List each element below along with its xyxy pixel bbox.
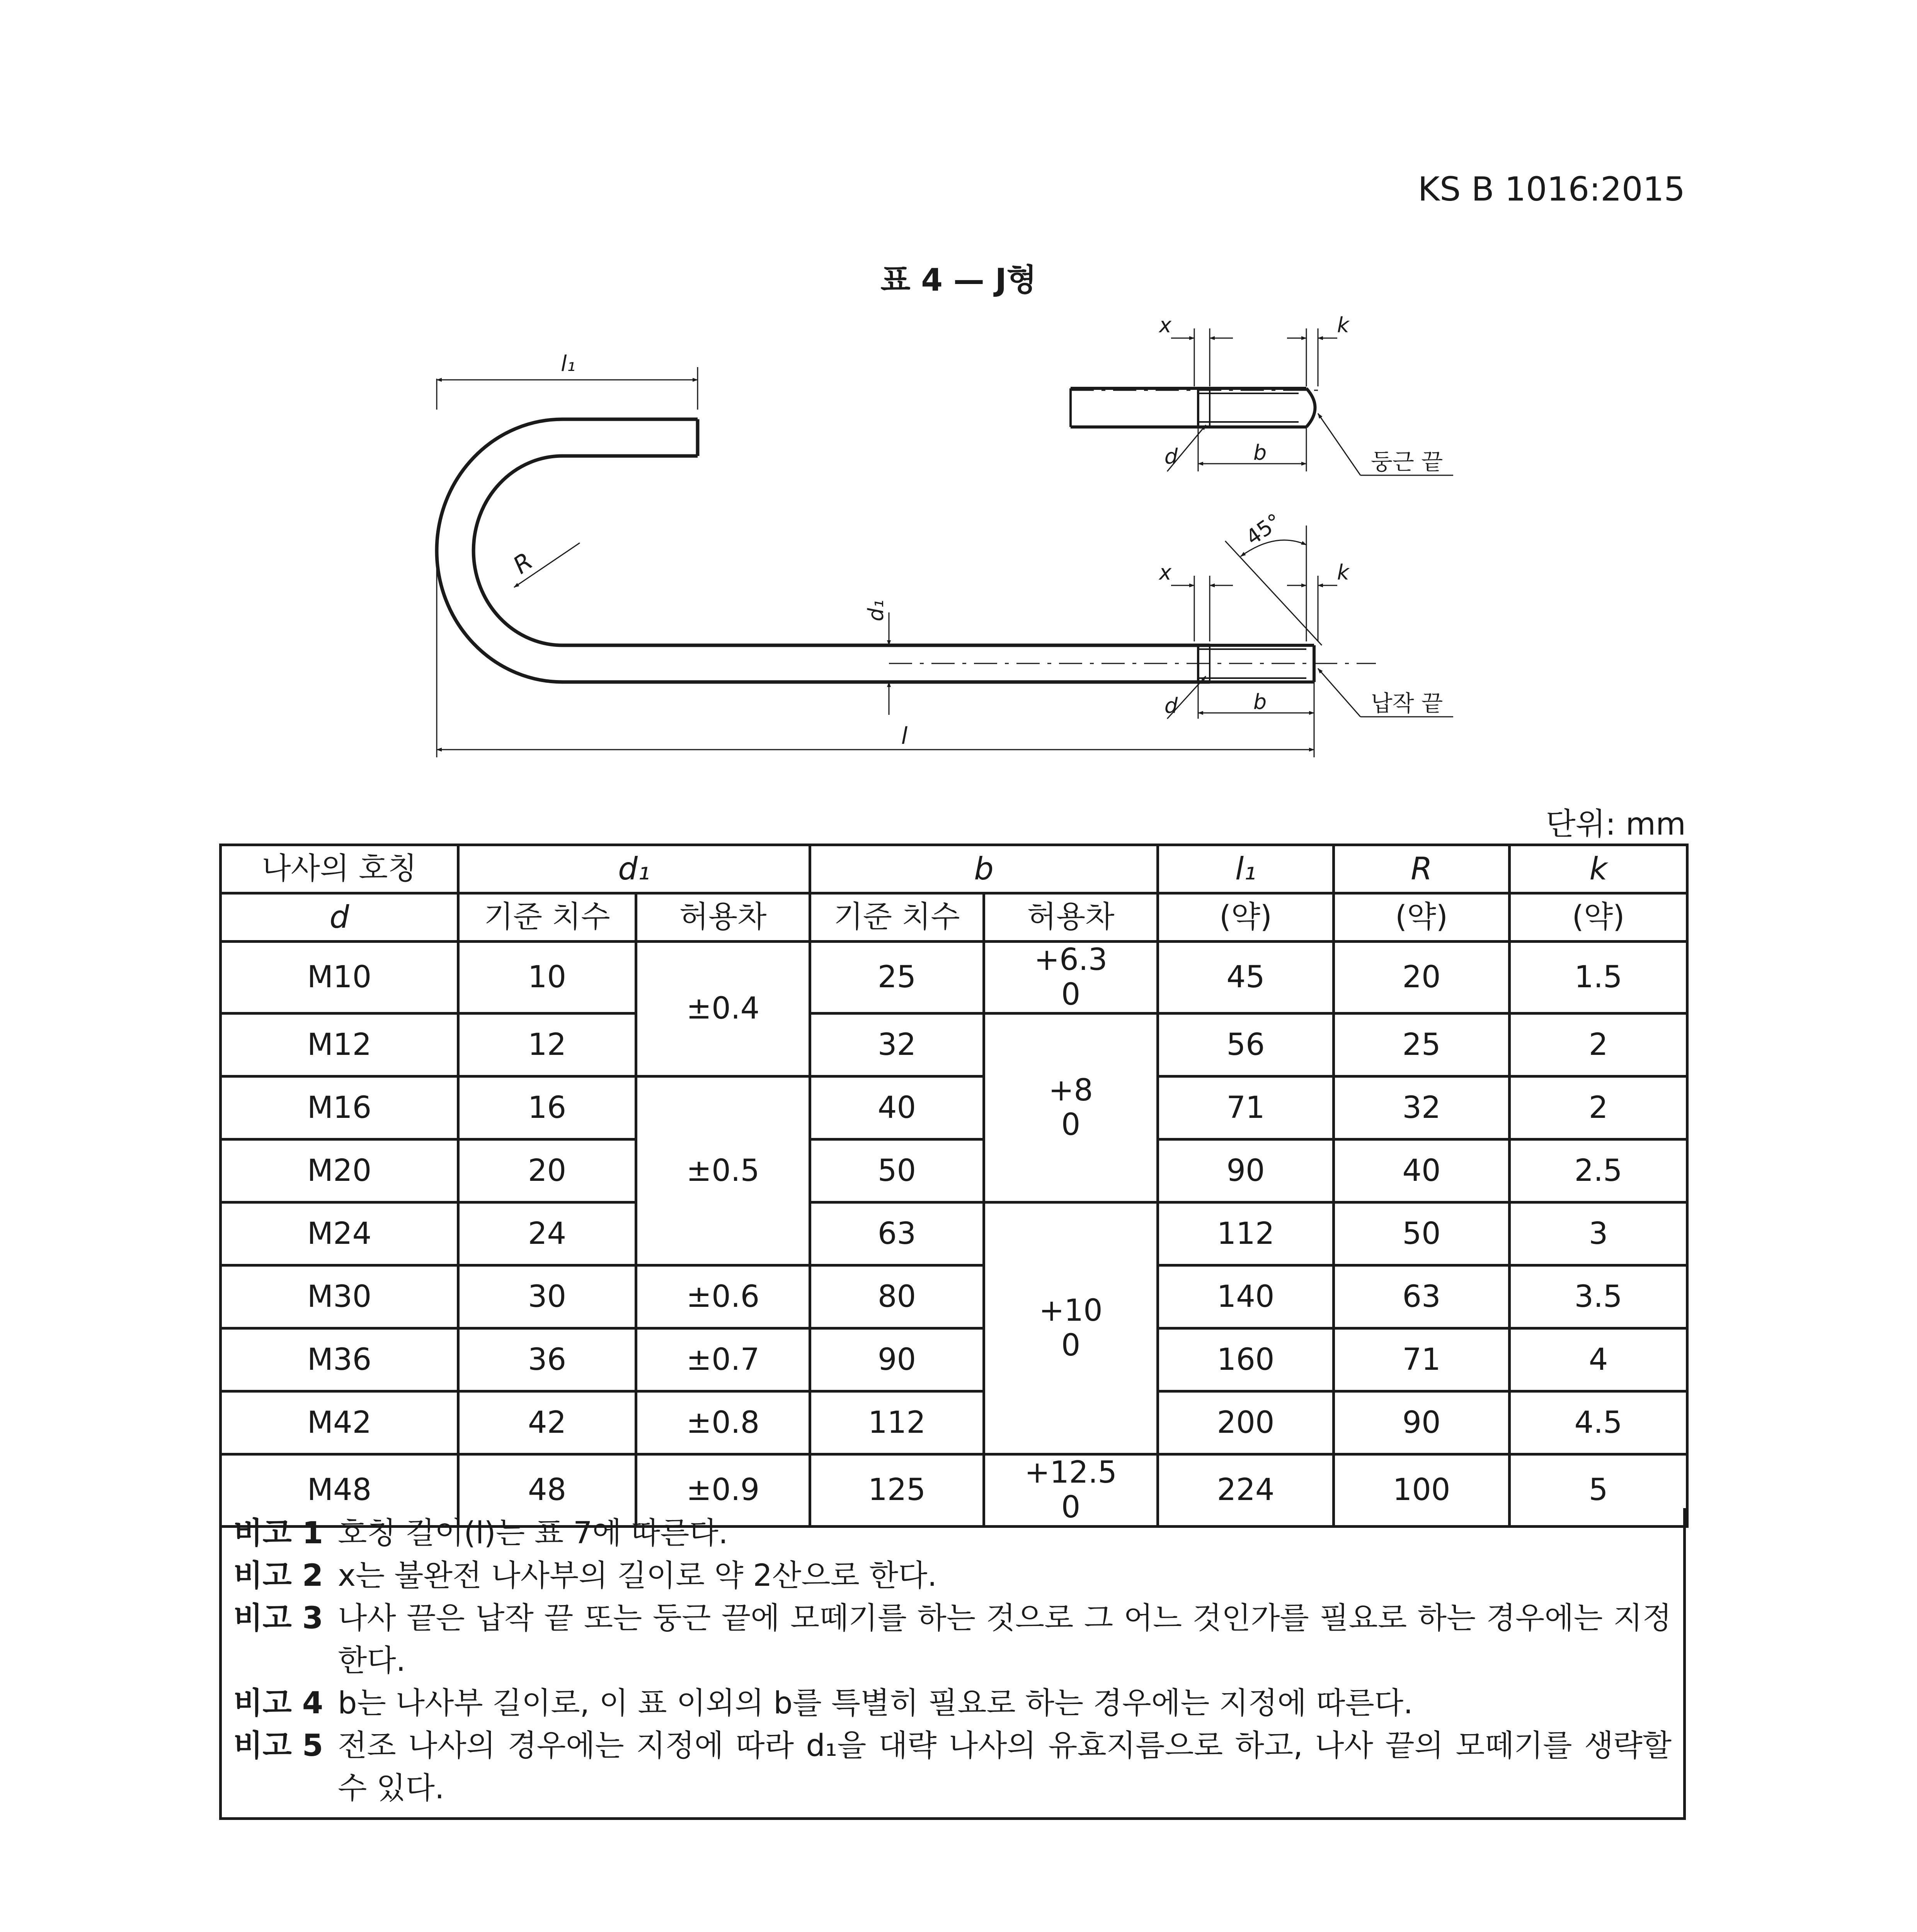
table-row — [221, 1014, 1687, 1077]
header-k: k — [1510, 845, 1687, 893]
header-l1-approx: (약) — [1158, 893, 1334, 942]
cell-b: 40 — [810, 1077, 984, 1139]
cell-d: M24 — [221, 1202, 458, 1265]
header-d1-basic: 기준 치수 — [458, 893, 636, 942]
cell-d1-tolerance: ±0.6 — [636, 1265, 810, 1328]
cell-l1: 140 — [1158, 1265, 1334, 1328]
note-label: 비고 3 — [233, 1601, 323, 1636]
cell-d: M48 — [221, 1454, 458, 1526]
tolerance-lower: 0 — [1061, 1490, 1081, 1525]
label-k-top: k — [1337, 313, 1349, 337]
table-notes — [219, 1508, 1686, 1820]
note-item — [222, 1682, 1683, 1725]
cell-d1: 30 — [458, 1265, 636, 1328]
note-item — [222, 1554, 1683, 1597]
cell-b: 50 — [810, 1139, 984, 1202]
header-designation: 나사의 호칭 — [221, 845, 458, 893]
label-flat-end: 납작 끝 — [1371, 690, 1443, 716]
j-bolt-drawing — [386, 309, 1546, 792]
note-item — [222, 1512, 1683, 1554]
note-text: 호칭 길이(l)는 표 7에 따른다. — [338, 1516, 728, 1551]
cell-l1: 112 — [1158, 1202, 1334, 1265]
label-d1: d₁ — [864, 600, 888, 621]
cell-R: 25 — [1334, 1014, 1510, 1077]
cell-d1-tolerance: ±0.8 — [636, 1391, 810, 1454]
cell-d1-tolerance: ±0.7 — [636, 1328, 810, 1391]
cell-l1: 56 — [1158, 1014, 1334, 1077]
cell-d: M30 — [221, 1265, 458, 1328]
header-b: b — [810, 845, 1158, 893]
cell-d: M36 — [221, 1328, 458, 1391]
label-b-bottom: b — [1253, 690, 1267, 714]
cell-d1: 48 — [458, 1454, 636, 1526]
header-b-basic: 기준 치수 — [810, 893, 984, 942]
label-d-bottom: d — [1164, 694, 1178, 718]
cell-d: M16 — [221, 1077, 458, 1139]
tolerance-upper: +8 — [1049, 1073, 1093, 1108]
tolerance-upper: +6.3 — [1034, 942, 1108, 977]
cell-b: 32 — [810, 1014, 984, 1077]
cell-d1-tolerance: ±0.5 — [636, 1077, 810, 1265]
note-label: 비고 4 — [233, 1686, 323, 1721]
cell-d: M10 — [221, 942, 458, 1014]
header-R-approx: (약) — [1334, 893, 1510, 942]
label-x-bottom: x — [1159, 560, 1171, 585]
header-designation-symbol: d — [221, 893, 458, 942]
cell-k: 2.5 — [1510, 1139, 1687, 1202]
cell-k: 2 — [1510, 1077, 1687, 1139]
dimension-table — [219, 844, 1689, 1528]
cell-d1: 24 — [458, 1202, 636, 1265]
cell-l1: 45 — [1158, 942, 1334, 1014]
table-row — [221, 942, 1687, 1014]
cell-R: 32 — [1334, 1077, 1510, 1139]
header-l1: l₁ — [1158, 845, 1334, 893]
cell-d1: 36 — [458, 1328, 636, 1391]
label-l1: l₁ — [560, 351, 576, 376]
label-b-top: b — [1253, 440, 1267, 465]
cell-d1: 10 — [458, 942, 636, 1014]
note-text: 전조 나사의 경우에는 지정에 따라 d₁을 대략 나사의 유효지름으로 하고, 나사 끝의 모떼기를 생략할 수 있다. — [338, 1728, 1672, 1806]
table-row — [221, 1391, 1687, 1454]
note-item — [222, 1725, 1683, 1810]
cell-R: 71 — [1334, 1328, 1510, 1391]
cell-b-tolerance — [984, 942, 1158, 1014]
header-d1-tolerance: 허용차 — [636, 893, 810, 942]
header-k-approx: (약) — [1510, 893, 1687, 942]
header-d1: d₁ — [458, 845, 810, 893]
header-b-tolerance: 허용차 — [984, 893, 1158, 942]
tolerance-lower: 0 — [1061, 1328, 1081, 1363]
cell-d: M20 — [221, 1139, 458, 1202]
cell-l1: 200 — [1158, 1391, 1334, 1454]
cell-d: M42 — [221, 1391, 458, 1454]
cell-d1: 12 — [458, 1014, 636, 1077]
cell-d1-tolerance: ±0.4 — [636, 942, 810, 1077]
note-label: 비고 1 — [233, 1516, 323, 1551]
cell-d: M12 — [221, 1014, 458, 1077]
label-round-end: 둥근 끝 — [1371, 449, 1443, 475]
cell-b: 112 — [810, 1391, 984, 1454]
cell-R: 20 — [1334, 942, 1510, 1014]
table-row — [221, 1202, 1687, 1265]
cell-b-tolerance — [984, 1014, 1158, 1202]
note-label: 비고 2 — [233, 1558, 323, 1593]
tolerance-lower: 0 — [1061, 977, 1081, 1012]
label-R: R — [508, 547, 538, 580]
cell-R: 63 — [1334, 1265, 1510, 1328]
table-row — [221, 1328, 1687, 1391]
cell-l1: 90 — [1158, 1139, 1334, 1202]
note-text: 나사 끝은 납작 끝 또는 둥근 끝에 모떼기를 하는 것으로 그 어느 것인가를 필요로 하는 경우에는 지정한다. — [338, 1601, 1672, 1678]
cell-b-tolerance — [984, 1202, 1158, 1454]
tolerance-lower: 0 — [1061, 1107, 1081, 1143]
cell-k: 4 — [1510, 1328, 1687, 1391]
cell-k: 5 — [1510, 1454, 1687, 1526]
cell-b: 25 — [810, 942, 984, 1014]
table-row — [221, 1265, 1687, 1328]
cell-k: 3.5 — [1510, 1265, 1687, 1328]
cell-k: 3 — [1510, 1202, 1687, 1265]
cell-l1: 71 — [1158, 1077, 1334, 1139]
cell-d1: 20 — [458, 1139, 636, 1202]
table-row — [221, 1139, 1687, 1202]
cell-k: 2 — [1510, 1014, 1687, 1077]
cell-d1: 42 — [458, 1391, 636, 1454]
cell-l1: 224 — [1158, 1454, 1334, 1526]
header-R: R — [1334, 845, 1510, 893]
standard-code: KS B 1016:2015 — [1418, 170, 1685, 209]
cell-l1: 160 — [1158, 1328, 1334, 1391]
table-row — [221, 1077, 1687, 1139]
cell-k: 4.5 — [1510, 1391, 1687, 1454]
label-l: l — [901, 723, 908, 750]
label-k-bottom: k — [1337, 560, 1349, 585]
cell-k: 1.5 — [1510, 942, 1687, 1014]
j-bolt-outline — [437, 419, 1210, 682]
j-bolt-outline-inner — [473, 456, 1210, 645]
note-item — [222, 1597, 1683, 1682]
cell-b: 63 — [810, 1202, 984, 1265]
cell-R: 90 — [1334, 1391, 1510, 1454]
table-title: 표 4 — J형 — [880, 262, 1037, 298]
cell-R: 40 — [1334, 1139, 1510, 1202]
cell-b: 125 — [810, 1454, 984, 1526]
label-x-top: x — [1159, 313, 1171, 337]
cell-R: 100 — [1334, 1454, 1510, 1526]
label-angle: 45° — [1241, 509, 1286, 550]
note-text: x는 불완전 나사부의 길이로 약 2산으로 한다. — [338, 1558, 937, 1593]
cell-b: 80 — [810, 1265, 984, 1328]
label-d-top: d — [1164, 444, 1178, 469]
cell-d1-tolerance: ±0.9 — [636, 1454, 810, 1526]
tolerance-upper: +12.5 — [1025, 1455, 1117, 1490]
tolerance-upper: +10 — [1039, 1293, 1103, 1328]
cell-R: 50 — [1334, 1202, 1510, 1265]
unit-label: 단위: mm — [1546, 806, 1686, 842]
cell-b: 90 — [810, 1328, 984, 1391]
note-label: 비고 5 — [233, 1728, 323, 1763]
cell-d1: 16 — [458, 1077, 636, 1139]
note-text: b는 나사부 길이로, 이 표 이외의 b를 특별히 필요로 하는 경우에는 지정에 따른다. — [338, 1686, 1413, 1721]
